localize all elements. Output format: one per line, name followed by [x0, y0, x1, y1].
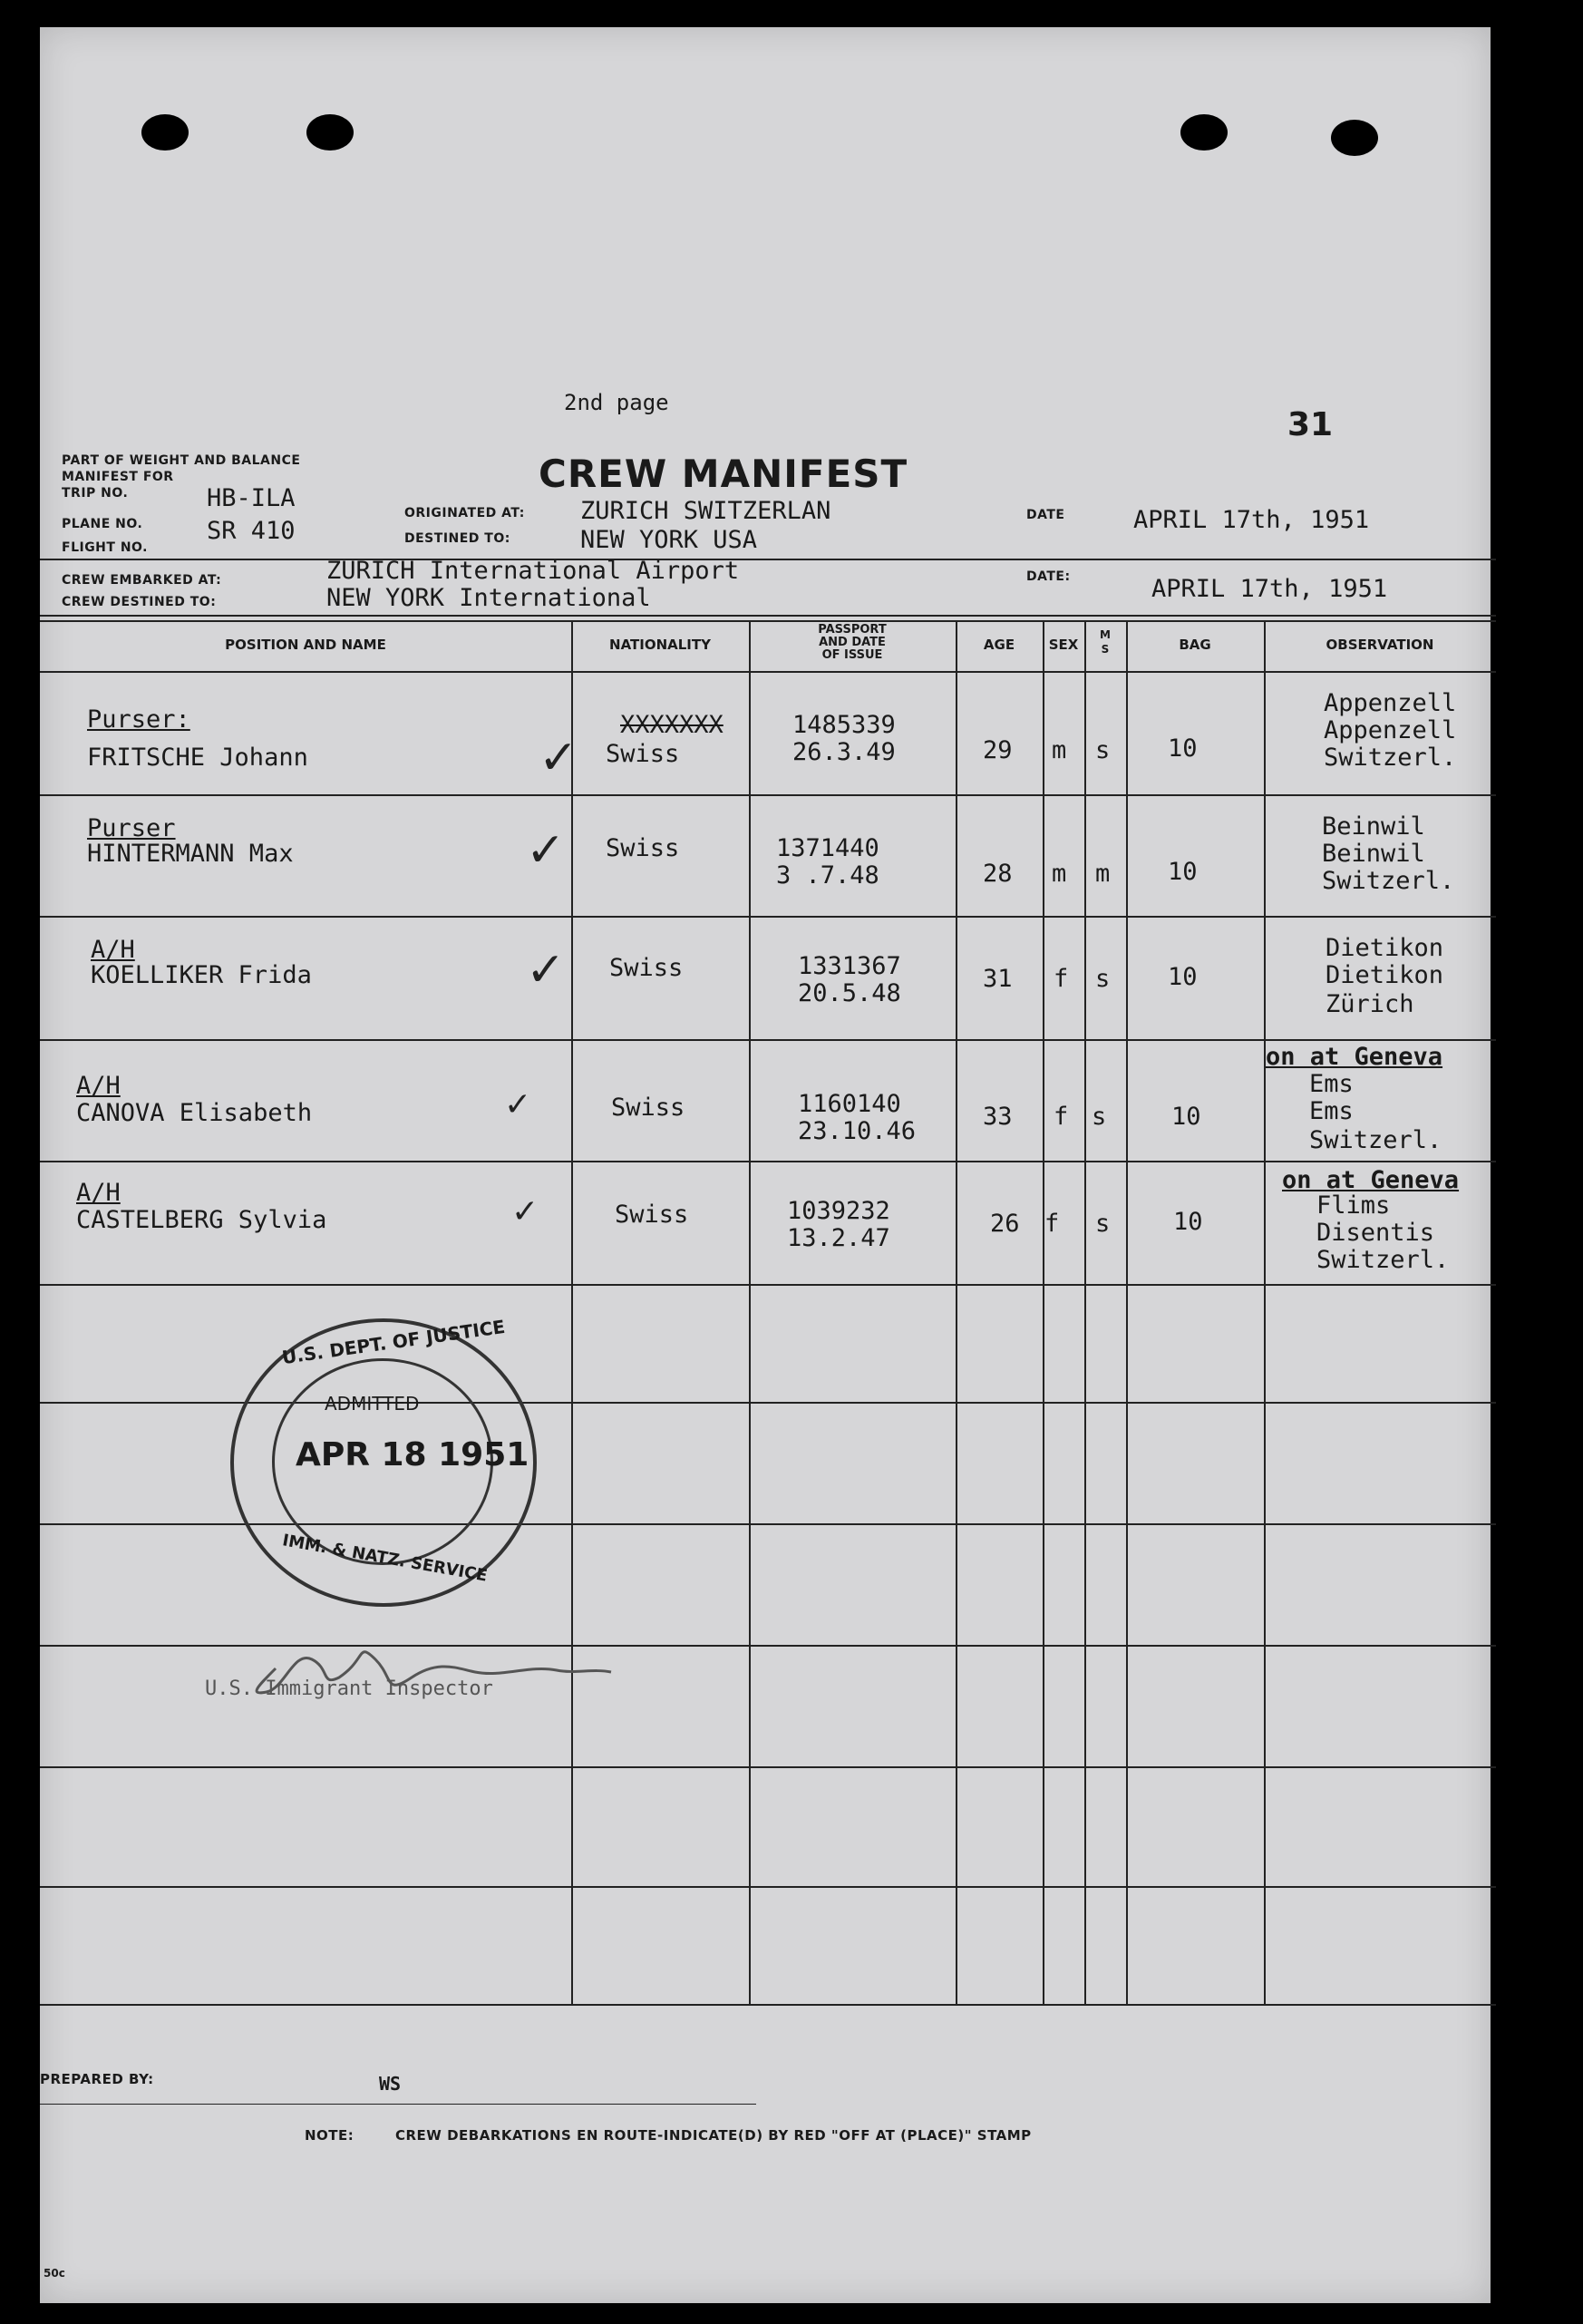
crew-embarked-label: CREW EMBARKED AT: — [62, 573, 222, 588]
crew-obs-line: Flims — [1316, 1191, 1391, 1220]
crew-obs-line: Ems — [1309, 1097, 1354, 1125]
note-label: NOTE: — [305, 2127, 354, 2144]
destined-label: DESTINED TO: — [404, 531, 510, 546]
flight-no: SR 410 — [207, 517, 296, 545]
crew-ms: s — [1092, 1103, 1107, 1131]
crew-age: 33 — [983, 1103, 1013, 1131]
date2-label: DATE: — [1026, 569, 1071, 584]
crew-obs-line: Disentis — [1316, 1219, 1435, 1247]
crew-name: CASTELBERG Sylvia — [76, 1206, 327, 1234]
originated-value: ZURICH SWITZERLAN — [580, 497, 831, 525]
crew-obs-line: Beinwil — [1322, 840, 1425, 868]
crew-name: HINTERMANN Max — [87, 840, 294, 868]
crew-bag: 10 — [1173, 1208, 1203, 1236]
manifest-sheet — [40, 27, 1491, 2303]
crew-nationality: Swiss — [611, 1094, 685, 1122]
crew-age: 29 — [983, 736, 1013, 764]
crew-obs-line: Dietikon — [1326, 961, 1444, 989]
date2-value: APRIL 17th, 1951 — [1151, 575, 1388, 603]
checkmark-icon: ✓ — [526, 943, 566, 997]
inspector-title: U.S. Immigrant Inspector — [205, 1677, 493, 1700]
checkmark-icon: ✓ — [526, 823, 566, 878]
crew-obs-line: Appenzell — [1324, 689, 1457, 717]
crew-position: Purser — [87, 814, 176, 842]
crew-name: FRITSCHE Johann — [87, 744, 308, 772]
crew-sex: f — [1054, 965, 1069, 993]
part-label: PART OF WEIGHT AND BALANCE — [62, 453, 301, 468]
immigration-stamp — [230, 1315, 539, 1609]
crew-ms: s — [1095, 1210, 1111, 1238]
crew-issued: 13.2.47 — [787, 1224, 890, 1252]
crew-sex: f — [1044, 1210, 1060, 1238]
date-label: DATE — [1026, 508, 1065, 522]
crew-obs-line: Switzerl. — [1322, 867, 1455, 895]
crew-destined-label: CREW DESTINED TO: — [62, 595, 217, 609]
crew-age: 28 — [983, 860, 1013, 888]
prepared-by: WS — [379, 2073, 402, 2095]
plane-no-label: PLANE NO. — [62, 517, 143, 531]
col-passport-3: OF ISSUE — [821, 648, 883, 662]
punch-hole-icon — [141, 114, 189, 151]
crew-obs-line: Ems — [1309, 1070, 1354, 1098]
crew-issued: 20.5.48 — [798, 979, 901, 1007]
col-ms-1: M — [1100, 628, 1111, 641]
crew-nationality: Swiss — [609, 954, 684, 982]
crew-nationality-struck: XXXXXXX — [620, 711, 724, 739]
crew-nationality: Swiss — [606, 740, 680, 768]
crew-age: 26 — [990, 1210, 1020, 1238]
checkmark-icon: ✓ — [539, 731, 578, 785]
crew-obs-line: Appenzell — [1324, 716, 1457, 744]
crew-obs-line: Zürich — [1326, 990, 1414, 1018]
checkmark-icon: ✓ — [504, 1086, 532, 1123]
crew-bag: 10 — [1168, 858, 1198, 886]
crew-passport: 1160140 — [798, 1090, 901, 1118]
trip-no: HB-ILA — [207, 484, 296, 512]
crew-passport: 1331367 — [798, 952, 901, 980]
punch-hole-icon — [1331, 120, 1378, 156]
crew-obs-line: Switzerl. — [1309, 1126, 1442, 1154]
crew-nationality: Swiss — [615, 1201, 689, 1229]
page-number: 31 — [1287, 406, 1334, 443]
crew-issued: 3 .7.48 — [776, 861, 879, 890]
col-position: POSITION AND NAME — [225, 637, 386, 653]
destined-value: NEW YORK USA — [580, 526, 758, 554]
date-value: APRIL 17th, 1951 — [1133, 506, 1370, 534]
crew-passport: 1371440 — [776, 834, 879, 862]
crew-position: A/H — [76, 1179, 121, 1207]
punch-hole-icon — [1180, 114, 1228, 151]
form-code: 50c — [44, 2267, 65, 2280]
stamp-admitted: ADMITTED — [325, 1393, 420, 1415]
punch-hole-icon — [306, 114, 354, 151]
crew-position: A/H — [91, 936, 135, 964]
crew-passport: 1485339 — [792, 711, 896, 739]
col-sex: SEX — [1048, 637, 1079, 653]
col-passport-2: AND DATE — [819, 636, 886, 649]
stamp-bottom-text: IMM. & NATZ. SERVICE — [280, 1531, 489, 1586]
crew-bag: 10 — [1171, 1103, 1201, 1131]
crew-ms: s — [1095, 965, 1111, 993]
col-passport-1: PASSPORT — [818, 623, 887, 637]
crew-position: Purser: — [87, 705, 190, 734]
crew-passport: 1039232 — [787, 1197, 890, 1225]
document-title: CREW MANIFEST — [539, 452, 908, 496]
crew-embarked-value: ZURICH International Airport — [326, 557, 740, 585]
page-marker: 2nd page — [564, 390, 669, 415]
crew-age: 31 — [983, 965, 1013, 993]
crew-obs-line: Switzerl. — [1324, 744, 1457, 772]
col-bag: BAG — [1179, 637, 1211, 653]
stamp-date: APR 18 1951 — [296, 1436, 529, 1473]
checkmark-icon: ✓ — [511, 1193, 539, 1230]
col-nationality: NATIONALITY — [609, 637, 711, 653]
crew-destined-value: NEW YORK International — [326, 584, 651, 612]
crew-sex: m — [1052, 860, 1067, 888]
crew-bag: 10 — [1168, 734, 1198, 763]
crew-obs-line: Dietikon — [1326, 934, 1444, 962]
crew-sex: f — [1054, 1103, 1069, 1131]
crew-nationality: Swiss — [606, 834, 680, 862]
off-at-stamp: on at Geneva — [1266, 1043, 1443, 1071]
off-at-stamp: on at Geneva — [1282, 1166, 1460, 1194]
prepared-label: PREPARED BY: — [40, 2071, 154, 2087]
originated-label: ORIGINATED AT: — [404, 506, 525, 520]
col-age: AGE — [983, 637, 1015, 653]
crew-name: KOELLIKER Frida — [91, 961, 312, 989]
flight-no-label: FLIGHT NO. — [62, 540, 148, 555]
col-ms-2: S — [1101, 643, 1110, 656]
crew-ms: s — [1095, 736, 1111, 764]
crew-bag: 10 — [1168, 963, 1198, 991]
crew-position: A/H — [76, 1072, 121, 1100]
stamp-top-text: U.S. DEPT. OF JUSTICE — [280, 1315, 507, 1369]
trip-no-label: TRIP NO. — [62, 486, 129, 501]
col-observation: OBSERVATION — [1326, 637, 1434, 653]
manifest-for-label: MANIFEST FOR — [62, 470, 174, 484]
crew-obs-line: Switzerl. — [1316, 1246, 1450, 1274]
crew-issued: 23.10.46 — [798, 1117, 917, 1145]
crew-obs-line: Beinwil — [1322, 812, 1425, 841]
crew-name: CANOVA Elisabeth — [76, 1099, 313, 1127]
crew-sex: m — [1052, 736, 1067, 764]
crew-issued: 26.3.49 — [792, 738, 896, 766]
crew-ms: m — [1095, 860, 1111, 888]
note-text: CREW DEBARKATIONS EN ROUTE-INDICATE(D) BY RED "OFF AT (PLACE)" STAMP — [395, 2127, 1032, 2144]
